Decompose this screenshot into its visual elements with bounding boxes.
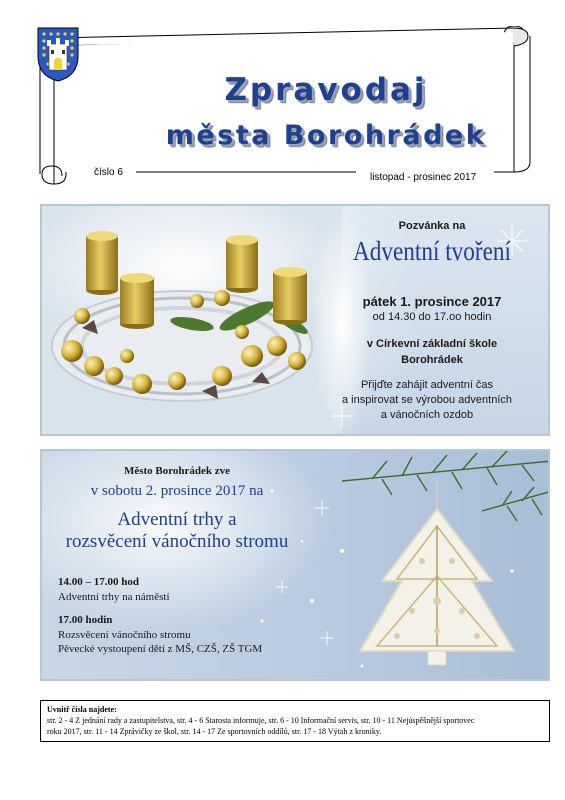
event1-invite: Pozvánka na [398,220,466,232]
event1-time: od 14.30 do 17.oo hodin [372,311,492,323]
contents-line1: str. 2 - 4 Z jednání rady a zastupitelstva, str. 4 - 6 Starosta informuje, str. 6 - 10 Informační servis, str. 10 - 11 Nejúspěšnější sportovec [47,716,475,725]
newsletter-title: Zpravodaj [224,72,428,108]
event1-text-line3: a vánočních ozdob [380,409,474,421]
event2-date: v sobotu 2. prosince 2017 na [90,483,264,499]
masthead-scroll [36,26,533,196]
contents-line2: roku 2017, str. 11 - 14 Zprávičky ze škol, str. 14 - 17 Ze sportovních oddílů, str. 17 - 18 Výtah z kroniky. [47,727,382,736]
contents-heading: Uvnitř čísla najdete: [47,705,117,714]
event1-place-line2: Borohrádek [401,354,463,366]
table-of-contents [40,700,550,742]
event2-title-line1: Adventní trhy a [117,509,237,530]
event2-slot2-desc1: Rozsvěcení vánočního stromu [58,629,191,641]
event2-host: Město Borohrádek zve [123,465,231,477]
event1-description [312,378,542,423]
event2-slot2-time: 17.00 hodin [58,614,113,626]
event1-place-line1: v Církevní základní škole [366,338,498,350]
event1-name: Adventní tvoření [353,236,511,266]
event2-slot1-desc: Adventní trhy na náměstí [58,591,170,603]
event2-slot1-time: 14.00 – 17.00 hod [58,576,139,588]
event2-title [42,509,312,553]
event1-text-line2: a inspirovat se výrobou adventních [342,394,512,406]
event-panel-advent-market [40,449,550,681]
town-crest-icon [36,26,80,82]
event-panel-advent-crafting [40,204,550,436]
event1-place [332,336,532,368]
newsletter-subtitle: města Borohrádek [165,120,487,151]
event1-text-line1: Přijďte zahájit adventní čas [360,379,494,391]
event1-date: pátek 1. prosince 2017 [362,294,502,309]
issue-number: číslo 6 [94,167,123,178]
issue-date: listopad - prosinec 2017 [370,172,477,183]
event2-slot2-desc2: Pěvecké vystoupení dětí z MŠ, CZŠ, ZŠ TGM [58,643,263,655]
event2-title-line2: rozsvěcení vánočního stromu [65,531,289,552]
